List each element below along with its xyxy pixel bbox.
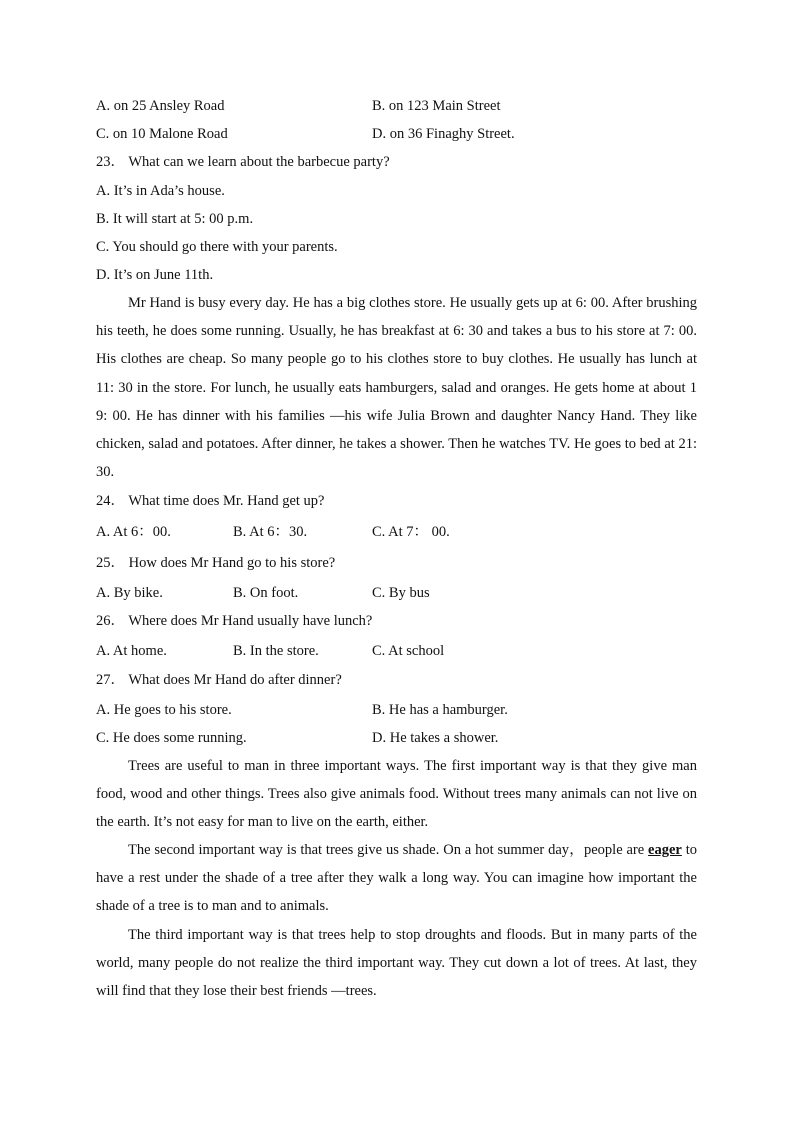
trees-paragraph-2	[96, 836, 697, 921]
q25-question: 25． How does Mr Hand go to his store?	[96, 555, 336, 571]
trees-paragraph-3: The third important way is that trees help to stop droughts and floods. But in many parts of the world, many people do not realize the third important way. They cut down a lot of trees. At last, they will find that they lose their best friends —trees.	[96, 927, 697, 1000]
trees-paragraph-2-rest: to have a rest under the shade of a tree after they walk a long way. You can imagine how important the shade of a tree is to man and to animals.	[96, 842, 697, 915]
q24-option-b: B. At 6：30.	[233, 524, 308, 540]
q24-option-c: C. At 7： 00.	[372, 524, 450, 540]
q23-question: 23． What can we learn about the barbecue party?	[96, 154, 390, 170]
q27-option-c: C. He does some running.	[96, 730, 247, 746]
q25-option-a: A. By bike.	[96, 585, 163, 601]
q23-option-d: D. It’s on June 11th.	[96, 267, 214, 283]
q22-option-d: D. on 36 Finaghy Street.	[372, 126, 515, 142]
q27-question: 27． What does Mr Hand do after dinner?	[96, 672, 342, 688]
q23-option-b: B. It will start at 5: 00 p.m.	[96, 211, 254, 227]
q22-option-a: A. on 25 Ansley Road	[96, 98, 225, 114]
q25-option-c: C. By bus	[372, 585, 430, 601]
q27-option-b: B. He has a hamburger.	[372, 702, 508, 718]
q23-option-a: A. It’s in Ada’s house.	[96, 183, 225, 199]
trees-paragraph-2-lead: The second important way is that trees give us shade. On a hot summer day，people are	[128, 842, 649, 858]
q25-option-b: B. On foot.	[233, 585, 299, 601]
q26-option-a: A. At home.	[96, 643, 167, 659]
q23-option-c: C. You should go there with your parents.	[96, 239, 338, 255]
q26-option-c: C. At school	[372, 643, 445, 659]
passage-mr-hand: Mr Hand is busy every day. He has a big clothes store. He usually gets up at 6: 00. After brushing his teeth, he does some running. Usually, he has breakfast at 6: 30 and takes a bus to his store at 7: 00. His clothes are cheap. So many people go to his clothes store to buy clothes. He usually has lunch at 11: 30 in the store. For lunch, he usually eats hamburgers, salad and oranges. He gets home at about 1 9: 00. He has dinner with his families —his wife Julia Brown and daughter Nancy Hand. They like chicken, salad and potatoes. After dinner, he takes a shower. Then he watches TV. He goes to bed at 21: 30.	[96, 295, 697, 481]
trees-paragraph-1: Trees are useful to man in three important ways. The first important way is that they give man food, wood and other things. Trees also give animals food. Without trees many animals can not live on the earth. It’s not easy for man to live on the earth, either.	[96, 758, 697, 831]
q27-option-a: A. He goes to his store.	[96, 702, 232, 718]
q24-option-a: A. At 6：00.	[96, 524, 171, 540]
q22-option-c: C. on 10 Malone Road	[96, 126, 228, 142]
q22-option-b: B. on 123 Main Street	[372, 98, 501, 114]
q24-question: 24． What time does Mr. Hand get up?	[96, 493, 325, 509]
q26-option-b: B. In the store.	[233, 643, 319, 659]
q27-option-d: D. He takes a shower.	[372, 730, 499, 746]
keyword-eager: eager	[648, 842, 682, 858]
q26-question: 26． Where does Mr Hand usually have lunch?	[96, 613, 373, 629]
